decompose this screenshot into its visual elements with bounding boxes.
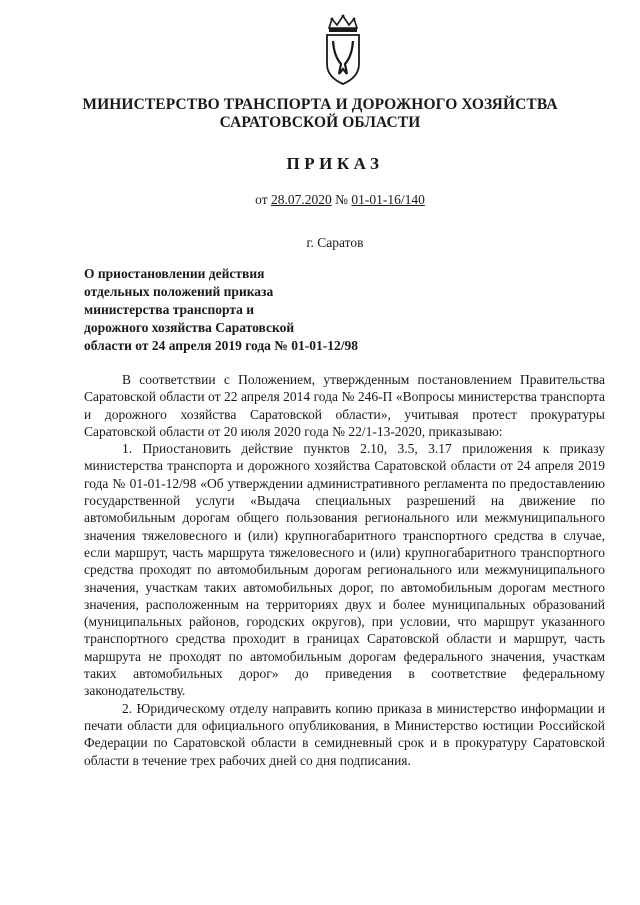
subject-line: области от 24 апреля 2019 года № 01-01-12/98 [84, 338, 358, 353]
subject-line: О приостановлении действия [84, 266, 265, 281]
document-title: ПРИКАЗ [286, 154, 384, 173]
order-number: 01-01-16/140 [351, 192, 425, 207]
order-date-number [0, 192, 640, 208]
body-paragraph-preamble: В соответствии с Положением, утвержденным постановлением Правительства Саратовской области от 22 апреля 2014 года № 246-П «Вопросы министерства транспорта и дорожного хозяйства Саратовской области», учитывая протест прокуратуры Саратовской области от 20 июля 2020 года № 22/1-13-2020, приказываю: [84, 372, 605, 439]
saratov-coat-of-arms-icon [323, 14, 363, 86]
order-date: 28.07.2020 [270, 192, 332, 207]
ministry-name-line-1: МИНИСТЕРСТВО ТРАНСПОРТА И ДОРОЖНОГО ХОЗЯЙСТВА [82, 96, 558, 113]
order-body [84, 371, 605, 769]
date-prefix: от [255, 192, 271, 207]
order-subject [84, 265, 404, 355]
order-city: г. Саратов [306, 235, 364, 250]
body-paragraph-item-2: 2. Юридическому отделу направить копию приказа в министерство информации и печати области для официального опубликования, в Министерство юстиции Российской Федерации по Саратовской области в семидневный срок и в прокуратуру Саратовской области в течение трех рабочих дней со дня подписания. [84, 700, 605, 768]
subject-line: отдельных положений приказа [84, 284, 274, 299]
subject-line: министерства транспорта и [84, 302, 255, 317]
body-paragraph-item-1: 1. Приостановить действие пунктов 2.10, 3.5, 3.17 приложения к приказу министерства транспорта и дорожного хозяйства Саратовской области от 24 апреля 2019 года № 01-01-12/98 «Об утверждении административного регламента по предоставлению государственной услуги «Выдача специальных разрешений на движение по автомобильным дорогам общего пользования регионального или межмуниципального значения тяжеловесного и (или) крупногабаритного транспортного средства в случае, если маршрут, часть маршрута тяжеловесного и (или) крупногабаритного транспортного средства проходят по автомобильным дорогам регионального или межмуниципального значения, участкам таких автомобильных дорог, по автомобильным дорогам местного значения, расположенным на территориях двух и более муниципальных образований (муниципальных районов, городских округов), при условии, что маршрут указанного транспортного средства проходит в границах Саратовской области и маршрут, часть маршрута не проходят по автомобильным дорогам федерального значения, участкам таких автомобильных дорог» до приведения в соответствие федеральному законодательству. [84, 441, 605, 699]
subject-line: дорожного хозяйства Саратовской [84, 320, 295, 335]
number-sign: № [331, 192, 352, 207]
ministry-name-line-2: САРАТОВСКОЙ ОБЛАСТИ [219, 114, 421, 131]
